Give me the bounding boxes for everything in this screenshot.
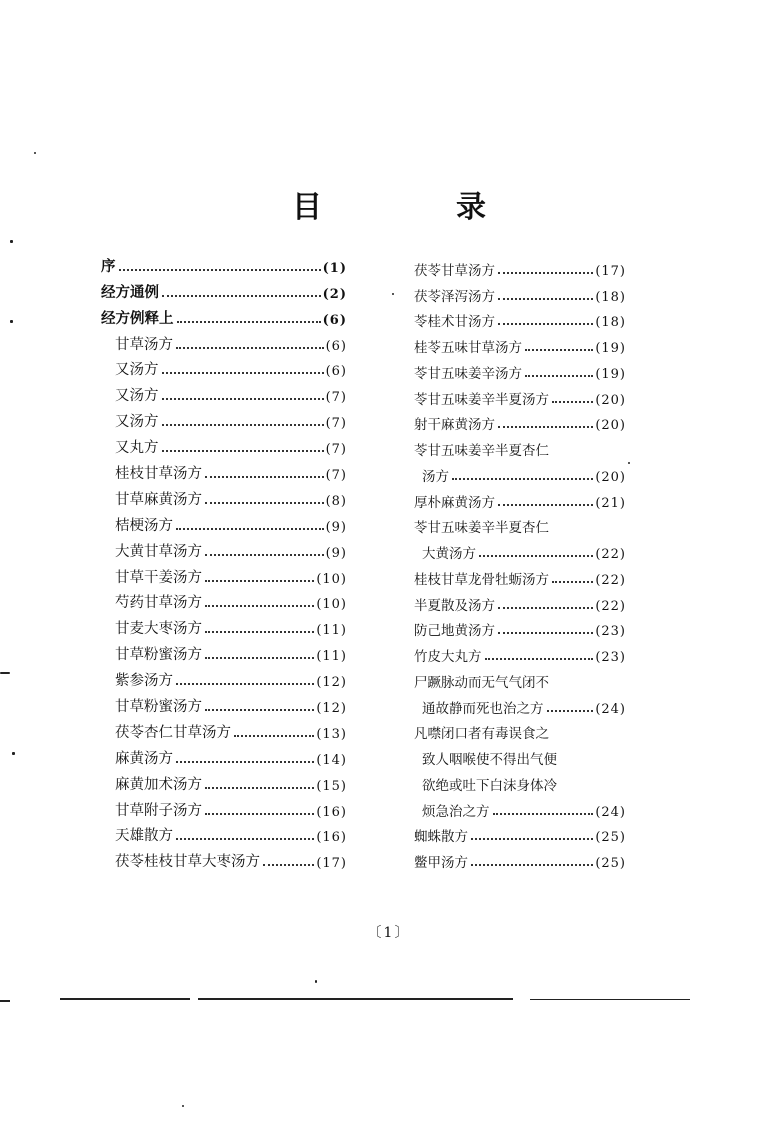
toc-entry-title: 甘草粉蜜汤方 bbox=[115, 647, 202, 664]
toc-entry-page: (13) bbox=[316, 726, 347, 742]
toc-entry-title: 尸蹶脉动而无气气闭不 bbox=[414, 674, 549, 691]
toc-entry-page: (22) bbox=[595, 547, 626, 562]
toc-right-column bbox=[400, 253, 626, 871]
toc-entry-title: 甘草附子汤方 bbox=[115, 802, 202, 819]
toc-entry-page: (10) bbox=[316, 571, 347, 587]
toc-entry bbox=[400, 305, 626, 331]
toc-entry-title: 厚朴麻黄汤方 bbox=[414, 494, 495, 511]
toc-entry-title: 竹皮大丸方 bbox=[414, 649, 482, 665]
toc-entry-title: 又汤方 bbox=[115, 362, 159, 379]
toc-entry-page: (9) bbox=[325, 519, 347, 535]
toc-entry bbox=[101, 742, 347, 768]
toc-entry bbox=[400, 717, 626, 743]
toc-leader-dots bbox=[205, 554, 324, 556]
toc-entry-page: (22) bbox=[595, 598, 626, 614]
toc-entry bbox=[400, 279, 626, 305]
toc-entry bbox=[400, 536, 626, 562]
toc-left-column bbox=[101, 250, 347, 871]
toc-entry-page: (18) bbox=[595, 315, 626, 331]
toc-leader-dots bbox=[176, 683, 314, 685]
toc-leader-dots bbox=[498, 426, 593, 428]
toc-entry-page: (20) bbox=[595, 392, 626, 408]
toc-entry-title: 苓甘五味姜辛汤方 bbox=[414, 365, 522, 382]
toc-entry-title: 蜘蛛散方 bbox=[414, 829, 468, 846]
toc-entry bbox=[400, 665, 626, 691]
toc-entry-page: (20) bbox=[595, 469, 626, 485]
toc-entry-title: 茯苓甘草汤方 bbox=[414, 262, 495, 279]
toc-entry-page: (14) bbox=[316, 752, 347, 768]
toc-entry bbox=[400, 356, 626, 382]
toc-leader-dots bbox=[176, 347, 324, 349]
toc-leader-dots bbox=[176, 528, 324, 530]
toc-leader-dots bbox=[205, 605, 314, 607]
toc-entry bbox=[400, 742, 626, 768]
toc-leader-dots bbox=[263, 864, 314, 866]
toc-entry bbox=[101, 716, 347, 742]
toc-entry-title: 苓甘五味姜辛半夏杏仁 bbox=[414, 520, 549, 537]
toc-entry bbox=[101, 768, 347, 794]
toc-entry bbox=[400, 382, 626, 408]
scan-speck bbox=[628, 462, 630, 464]
toc-entry bbox=[400, 691, 626, 717]
toc-entry-title: 通故静而死也治之方 bbox=[422, 700, 544, 717]
toc-entry-title: 大黄甘草汤方 bbox=[115, 543, 202, 560]
toc-entry-page: (11) bbox=[316, 649, 347, 665]
toc-entry-page: (16) bbox=[316, 830, 347, 846]
toc-leader-dots bbox=[162, 295, 321, 297]
toc-leader-dots bbox=[205, 657, 314, 659]
toc-entry bbox=[400, 820, 626, 846]
toc-entry-page: (23) bbox=[595, 624, 626, 640]
toc-entry bbox=[101, 845, 347, 871]
toc-entry-page: (12) bbox=[316, 675, 347, 691]
toc-entry-title: 紫参汤方 bbox=[115, 673, 173, 690]
toc-entry-page: (17) bbox=[595, 263, 626, 279]
toc-leader-dots bbox=[493, 813, 594, 815]
toc-leader-dots bbox=[498, 323, 593, 325]
toc-entry-title: 桔梗汤方 bbox=[115, 517, 173, 534]
toc-entry bbox=[101, 328, 347, 354]
toc-leader-dots bbox=[205, 580, 314, 582]
toc-entry-title: 经方例释上 bbox=[101, 309, 174, 327]
toc-leader-dots bbox=[205, 813, 314, 815]
toc-entry bbox=[101, 483, 347, 509]
toc-leader-dots bbox=[552, 581, 593, 583]
toc-entry-title: 桂枝甘草龙骨牡蛎汤方 bbox=[414, 571, 549, 588]
toc-entry bbox=[400, 408, 626, 434]
toc-leader-dots bbox=[162, 372, 324, 374]
toc-entry bbox=[400, 511, 626, 537]
toc-entry bbox=[400, 768, 626, 794]
toc-leader-dots bbox=[498, 272, 593, 274]
toc-entry-page: (9) bbox=[325, 545, 347, 561]
toc-entry bbox=[101, 405, 347, 431]
toc-entry bbox=[400, 639, 626, 665]
toc-entry bbox=[101, 431, 347, 457]
toc-leader-dots bbox=[498, 298, 593, 300]
toc-leader-dots bbox=[205, 709, 314, 711]
toc-leader-dots bbox=[552, 401, 593, 403]
scan-speck bbox=[315, 980, 317, 983]
toc-entry-page: (7) bbox=[325, 390, 347, 406]
toc-entry bbox=[101, 612, 347, 638]
page-title: 目 录 bbox=[292, 190, 538, 225]
toc-entry-title: 汤方 bbox=[422, 468, 449, 485]
toc-entry-title: 又汤方 bbox=[115, 414, 159, 431]
toc-entry-title: 甘草麻黄汤方 bbox=[115, 491, 202, 508]
toc-entry-title: 甘草汤方 bbox=[115, 336, 173, 353]
toc-entry bbox=[101, 276, 347, 302]
toc-entry-page: (6) bbox=[325, 364, 347, 380]
toc-entry-title: 大黄汤方 bbox=[422, 546, 476, 562]
toc-entry-page: (7) bbox=[325, 442, 347, 458]
toc-leader-dots bbox=[205, 631, 314, 633]
toc-leader-dots bbox=[471, 838, 593, 840]
scan-speck bbox=[0, 672, 10, 674]
scan-speck bbox=[10, 320, 13, 323]
scan-speck bbox=[182, 1105, 184, 1107]
toc-entry-page: (12) bbox=[316, 701, 347, 717]
toc-entry-title: 防己地黄汤方 bbox=[414, 623, 495, 640]
toc-entry-title: 桂苓五味甘草汤方 bbox=[414, 340, 522, 356]
toc-entry-page: (1) bbox=[322, 260, 347, 276]
toc-entry-page: (25) bbox=[595, 856, 626, 871]
toc-leader-dots bbox=[176, 838, 314, 840]
toc-entry-page: (7) bbox=[325, 416, 347, 432]
toc-entry-title: 甘草干姜汤方 bbox=[115, 569, 202, 586]
toc-entry-title: 麻黄加术汤方 bbox=[115, 776, 202, 793]
toc-leader-dots bbox=[525, 349, 593, 351]
toc-leader-dots bbox=[498, 632, 593, 634]
toc-entry-page: (20) bbox=[595, 418, 626, 434]
toc-entry bbox=[101, 509, 347, 535]
toc-entry-title: 欲绝或吐下白沫身体冷 bbox=[422, 777, 557, 794]
toc-entry-title: 半夏散及汤方 bbox=[414, 597, 495, 614]
toc-entry-title: 甘草粉蜜汤方 bbox=[115, 699, 202, 716]
toc-entry-page: (19) bbox=[595, 341, 626, 356]
toc-entry-title: 射干麻黄汤方 bbox=[414, 417, 495, 434]
toc-entry bbox=[400, 459, 626, 485]
toc-leader-dots bbox=[479, 555, 593, 557]
toc-entry bbox=[400, 433, 626, 459]
toc-leader-dots bbox=[162, 450, 324, 452]
toc-entry-title: 茯苓杏仁甘草汤方 bbox=[115, 724, 231, 741]
toc-leader-dots bbox=[498, 504, 593, 506]
toc-entry-page: (11) bbox=[316, 623, 347, 639]
toc-entry-page: (15) bbox=[316, 778, 347, 794]
toc-entry-title: 鳖甲汤方 bbox=[414, 855, 468, 871]
toc-entry bbox=[400, 845, 626, 871]
toc-entry-page: (25) bbox=[595, 830, 626, 846]
toc-entry bbox=[400, 253, 626, 279]
toc-entry bbox=[101, 354, 347, 380]
toc-entry bbox=[101, 638, 347, 664]
toc-entry bbox=[101, 820, 347, 846]
toc-entry-page: (7) bbox=[325, 468, 347, 484]
scan-speck bbox=[392, 293, 394, 295]
toc-entry-page: (8) bbox=[325, 493, 347, 509]
scan-speck bbox=[12, 752, 15, 755]
toc-entry-page: (2) bbox=[322, 286, 347, 302]
toc-entry bbox=[101, 457, 347, 483]
toc-entry bbox=[101, 302, 347, 328]
scan-rule bbox=[198, 998, 513, 1000]
toc-entry-title: 又丸方 bbox=[115, 440, 159, 457]
toc-leader-dots bbox=[525, 375, 593, 377]
scan-rule bbox=[0, 1000, 10, 1002]
toc-entry-title: 茯苓桂枝甘草大枣汤方 bbox=[115, 854, 260, 871]
scan-speck bbox=[34, 152, 36, 154]
toc-entry bbox=[101, 587, 347, 613]
toc-entry-page: (24) bbox=[595, 804, 626, 820]
toc-entry bbox=[400, 485, 626, 511]
toc-entry-page: (16) bbox=[316, 804, 347, 820]
toc-entry-title: 桂枝甘草汤方 bbox=[115, 466, 202, 483]
toc-entry-page: (6) bbox=[322, 312, 347, 328]
toc-entry bbox=[101, 379, 347, 405]
page-number: 〔1〕 bbox=[367, 925, 411, 941]
toc-entry-page: (18) bbox=[595, 289, 626, 305]
toc-entry-title: 天雄散方 bbox=[115, 828, 173, 845]
toc-entry-title: 致人咽喉使不得出气便 bbox=[422, 752, 557, 768]
toc-entry bbox=[101, 794, 347, 820]
toc-entry-title: 苓甘五味姜辛半夏杏仁 bbox=[414, 443, 549, 459]
toc-entry-title: 经方通例 bbox=[101, 283, 159, 301]
scan-rule bbox=[60, 998, 190, 1000]
toc-entry-page: (24) bbox=[595, 701, 626, 717]
toc-entry-title: 芍药甘草汤方 bbox=[115, 595, 202, 612]
toc-entry bbox=[101, 535, 347, 561]
toc-entry bbox=[101, 690, 347, 716]
toc-leader-dots bbox=[452, 478, 593, 480]
toc-leader-dots bbox=[176, 761, 314, 763]
toc-leader-dots bbox=[205, 502, 324, 504]
toc-leader-dots bbox=[162, 424, 324, 426]
toc-entry-page: (17) bbox=[316, 856, 347, 872]
toc-entry-page: (21) bbox=[595, 495, 626, 511]
toc-entry bbox=[400, 562, 626, 588]
toc-leader-dots bbox=[547, 710, 594, 712]
toc-entry bbox=[400, 588, 626, 614]
toc-entry bbox=[101, 250, 347, 276]
toc-entry-title: 苓桂术甘汤方 bbox=[414, 314, 495, 331]
toc-entry-title: 烦急治之方 bbox=[422, 803, 490, 820]
scan-rule bbox=[530, 999, 690, 1000]
toc-entry-page: (10) bbox=[316, 597, 347, 613]
toc-entry bbox=[400, 794, 626, 820]
toc-entry-title: 苓甘五味姜辛半夏汤方 bbox=[414, 391, 549, 408]
toc-entry bbox=[400, 614, 626, 640]
toc-leader-dots bbox=[177, 321, 321, 323]
toc-leader-dots bbox=[162, 398, 324, 400]
scan-speck bbox=[10, 240, 13, 243]
toc-entry-page: (19) bbox=[595, 366, 626, 382]
toc-entry-page: (6) bbox=[325, 338, 347, 354]
toc-leader-dots bbox=[471, 864, 593, 866]
toc-leader-dots bbox=[205, 787, 314, 789]
toc-leader-dots bbox=[119, 269, 321, 271]
toc-entry bbox=[101, 664, 347, 690]
toc-entry-title: 麻黄汤方 bbox=[115, 750, 173, 767]
toc-leader-dots bbox=[234, 735, 314, 737]
toc-leader-dots bbox=[205, 476, 324, 478]
toc-entry-page: (23) bbox=[595, 650, 626, 665]
toc-entry-title: 茯苓泽泻汤方 bbox=[414, 288, 495, 305]
toc-entry-title: 凡噤闭口者有毒误食之 bbox=[414, 726, 549, 743]
toc-leader-dots bbox=[485, 658, 594, 660]
toc-entry-title: 序 bbox=[101, 257, 116, 275]
toc-entry bbox=[400, 330, 626, 356]
toc-leader-dots bbox=[498, 607, 593, 609]
toc-entry-page: (22) bbox=[595, 572, 626, 588]
toc-entry bbox=[101, 561, 347, 587]
toc-entry-title: 甘麦大枣汤方 bbox=[115, 621, 202, 638]
toc-entry-title: 又汤方 bbox=[115, 388, 159, 405]
